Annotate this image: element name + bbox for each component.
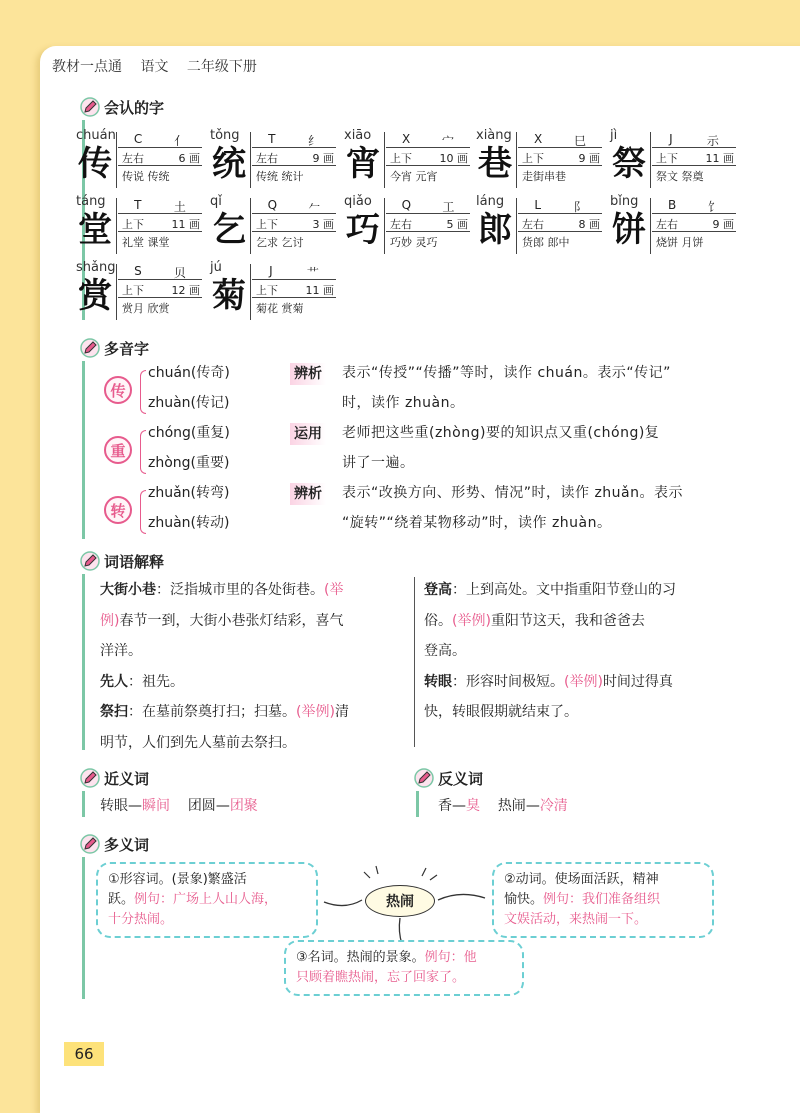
- char-card: [76, 128, 206, 190]
- brace: [140, 430, 146, 474]
- section-words: [80, 550, 164, 572]
- stroke-count: 9 画: [312, 152, 334, 165]
- meaning-1: ①形容词。(景象)繁盛活 跃。例句：广场上人山人海， 十分热闹。: [96, 862, 318, 938]
- card-line: [116, 132, 117, 188]
- poly-tag: 运用: [290, 423, 326, 445]
- section-title: 近义词: [104, 769, 150, 788]
- structure: 上下: [122, 218, 144, 231]
- pinyin: bǐng: [610, 194, 639, 209]
- structure: 上下: [390, 152, 412, 165]
- poly-explain-1: 老师把这些重(zhòng)要的知识点又重(chóng)复: [342, 425, 660, 441]
- section-synonym: [80, 767, 149, 789]
- example-words: 菊花 赏菊: [256, 302, 304, 315]
- poly-char-badge: 转: [104, 496, 132, 524]
- reading-1: chuán(传奇): [148, 365, 230, 381]
- char-card: [344, 194, 474, 256]
- example-text: 文娱活动，来热闹一下。: [504, 912, 648, 927]
- char-card: [210, 128, 340, 190]
- char-info: [652, 132, 736, 184]
- example-words: 今宵 元宵: [390, 170, 438, 183]
- stroke-count: 5 画: [446, 218, 468, 231]
- section-line: [82, 791, 85, 817]
- radical: 巳: [574, 134, 587, 148]
- brace: [140, 370, 146, 414]
- section-line: [82, 574, 85, 750]
- card-line: [650, 132, 651, 188]
- subject: 语文: [140, 59, 169, 75]
- stroke-count: 9 画: [578, 152, 600, 165]
- example-words: 传说 传统: [122, 170, 170, 183]
- def-line: 快，转眼假期就结束了。: [424, 704, 578, 720]
- structure: 左右: [656, 218, 678, 231]
- def-line: 祭扫：在墓前祭奠打扫；扫墓。(举例)清: [100, 704, 349, 720]
- radical: 示: [706, 134, 719, 148]
- poly-explain-1: 表示“传授”“传播”等时，读作 chuán。表示“传记”: [342, 365, 671, 381]
- radical: 阝: [573, 200, 586, 214]
- structure: 上下: [122, 284, 144, 297]
- index-letter: L: [534, 198, 541, 212]
- index-letter: T: [268, 132, 276, 146]
- structure: 左右: [522, 218, 544, 231]
- example-words: 传统 统计: [256, 170, 304, 183]
- section-line: [416, 791, 419, 817]
- poly-tag: 辨析: [290, 483, 326, 505]
- char-card: [210, 260, 340, 322]
- section-title: 词语解释: [104, 552, 165, 571]
- radical: 宀: [442, 134, 455, 148]
- example-words: 走街串巷: [522, 170, 566, 183]
- pencil-icon: [80, 338, 100, 358]
- def-line: 先人：祖先。: [100, 673, 184, 690]
- section-polyphone: [80, 337, 149, 359]
- character: 乞: [212, 210, 246, 250]
- reading-1: zhuǎn(转弯): [148, 485, 230, 501]
- pinyin: xiāo: [344, 128, 372, 143]
- example-words: 货郎 郎中: [522, 236, 570, 249]
- pinyin: shǎng: [76, 260, 116, 275]
- index-letter: J: [269, 264, 273, 278]
- word-defs-right: [424, 575, 744, 728]
- stroke-count: 8 画: [578, 218, 600, 231]
- meaning-2: ②动词。使场面活跃，精神 愉快。例句：我们准备组织 文娱活动，来热闹一下。: [492, 862, 714, 938]
- char-info: [252, 264, 336, 316]
- poly-explain-2: 时，读作 zhuàn。: [342, 395, 465, 411]
- radical: 纟: [307, 134, 320, 148]
- poly-tag: 辨析: [290, 363, 326, 385]
- char-card: [476, 194, 606, 256]
- structure: 左右: [122, 152, 144, 165]
- card-line: [516, 198, 517, 254]
- structure: 左右: [256, 152, 278, 165]
- char-card: [76, 194, 206, 256]
- char-info: [518, 198, 602, 250]
- pinyin: táng: [76, 194, 106, 209]
- def-line: 洋洋。: [100, 643, 142, 659]
- radical: 𠂉: [308, 200, 321, 214]
- character: 巧: [346, 210, 380, 250]
- section-line: [82, 361, 85, 539]
- word-defs-left: [100, 575, 410, 758]
- example-words: 礼堂 课堂: [122, 236, 170, 249]
- section-antonym: [414, 767, 483, 789]
- character: 统: [212, 144, 246, 184]
- poly-explain-1: 表示“改换方向、形势、情况”时，读作 zhuǎn。表示: [342, 485, 684, 501]
- reading-2: zhuàn(转动): [148, 515, 230, 531]
- pencil-icon: [414, 768, 434, 788]
- poly-char-badge: 重: [104, 436, 132, 464]
- stroke-count: 9 画: [712, 218, 734, 231]
- page-header: [52, 56, 271, 76]
- page-number: 66: [64, 1042, 104, 1066]
- char-card: [476, 128, 606, 190]
- char-card: [610, 194, 740, 256]
- pencil-icon: [80, 551, 100, 571]
- example-words: 巧妙 灵巧: [390, 236, 438, 249]
- section-title: 多义词: [104, 835, 150, 854]
- structure: 上下: [656, 152, 678, 165]
- section-recognize: [80, 96, 164, 118]
- pencil-icon: [80, 768, 100, 788]
- reading-2: zhòng(重要): [148, 455, 230, 471]
- char-info: [118, 264, 202, 316]
- card-line: [250, 198, 251, 254]
- character: 赏: [78, 276, 112, 316]
- radical: 艹: [306, 266, 319, 280]
- structure: 上下: [256, 218, 278, 231]
- stroke-count: 11 画: [171, 218, 200, 231]
- character: 祭: [612, 144, 646, 184]
- example-words: 烧饼 月饼: [656, 236, 704, 249]
- stroke-count: 10 画: [439, 152, 468, 165]
- card-line: [384, 198, 385, 254]
- radical: 饣: [708, 200, 721, 214]
- char-info: [386, 198, 470, 250]
- stroke-count: 6 画: [178, 152, 200, 165]
- reading-1: chóng(重复): [148, 425, 230, 441]
- polysemy-center: 热闹: [365, 885, 435, 917]
- def-line: 例)春节一到，大街小巷张灯结彩，喜气: [100, 612, 344, 629]
- example-words: 祭文 祭奠: [656, 170, 704, 183]
- pinyin: qiǎo: [344, 194, 372, 209]
- poly-explain-2: “旋转”“绕着某物移动”时，读作 zhuàn。: [342, 515, 612, 531]
- pinyin: jì: [610, 128, 618, 143]
- pinyin: tǒng: [210, 128, 240, 143]
- char-card: [610, 128, 740, 190]
- structure: 左右: [390, 218, 412, 231]
- index-letter: T: [134, 198, 142, 212]
- structure: 上下: [256, 284, 278, 297]
- section-polysemy: [80, 833, 149, 855]
- index-letter: X: [401, 132, 411, 146]
- example-words: 乞求 乞讨: [256, 236, 304, 249]
- meaning-text: ①形容词。(景象)繁盛活: [108, 872, 247, 887]
- char-info: [252, 198, 336, 250]
- antonym-pairs: 香—臭 热闹—冷清: [438, 798, 568, 814]
- index-letter: X: [533, 132, 543, 146]
- example-text: 十分热闹。: [108, 912, 174, 927]
- brace: [140, 490, 146, 534]
- pinyin: láng: [476, 194, 505, 209]
- section-line: [82, 857, 85, 999]
- character: 郎: [478, 210, 512, 250]
- radical: 工: [442, 200, 455, 214]
- def-line: 登高：上到高处。文中指重阳节登山的习: [424, 582, 676, 598]
- index-letter: Q: [401, 198, 412, 212]
- index-letter: C: [133, 132, 143, 146]
- char-card: [210, 194, 340, 256]
- index-letter: Q: [267, 198, 278, 212]
- radical: 亻: [174, 134, 187, 148]
- def-line: 俗。(举例)重阳节这天，我和爸爸去: [424, 612, 645, 629]
- character: 巷: [478, 144, 512, 184]
- card-line: [116, 264, 117, 320]
- def-line: 明节，人们到先人墓前去祭扫。: [100, 734, 296, 751]
- section-title: 多音字: [104, 339, 150, 358]
- structure: 上下: [522, 152, 544, 165]
- pencil-icon: [80, 834, 100, 854]
- pencil-icon: [80, 97, 100, 117]
- def-line: 转眼：形容时间极短。(举例)时间过得真: [424, 673, 673, 690]
- synonym-pairs: 转眼—瞬间 团圆—团聚: [100, 798, 258, 814]
- card-line: [650, 198, 651, 254]
- stroke-count: 3 画: [312, 218, 334, 231]
- character: 饼: [612, 210, 646, 250]
- character: 菊: [212, 276, 246, 316]
- radical: 贝: [173, 266, 186, 280]
- section-title: 会认的字: [104, 98, 165, 117]
- reading-2: zhuàn(传记): [148, 395, 230, 411]
- poly-char-badge: 传: [104, 376, 132, 404]
- char-info: [518, 132, 602, 184]
- card-line: [384, 132, 385, 188]
- stroke-count: 11 画: [705, 152, 734, 165]
- pinyin: xiàng: [476, 128, 512, 143]
- char-info: [386, 132, 470, 184]
- stroke-count: 11 画: [305, 284, 334, 297]
- book-title: 教材一点通: [52, 59, 122, 75]
- def-line: 大街小巷：泛指城市里的各处街巷。(举: [100, 582, 344, 598]
- stroke-count: 12 画: [171, 284, 200, 297]
- example-words: 赏月 欣赏: [122, 302, 170, 315]
- pinyin: chuán: [76, 128, 116, 143]
- card-line: [116, 198, 117, 254]
- grade: 二年级下册: [186, 59, 257, 75]
- poly-explain-2: 讲了一遍。: [342, 455, 415, 471]
- index-letter: S: [134, 264, 142, 278]
- card-line: [250, 264, 251, 320]
- character: 堂: [78, 210, 112, 250]
- char-info: [118, 198, 202, 250]
- card-line: [516, 132, 517, 188]
- card-line: [250, 132, 251, 188]
- index-letter: J: [669, 132, 673, 146]
- character: 传: [78, 144, 112, 184]
- def-line: 登高。: [424, 643, 466, 659]
- pinyin: jú: [210, 260, 222, 275]
- char-info: [118, 132, 202, 184]
- pinyin: qǐ: [210, 194, 222, 209]
- char-card: [344, 128, 474, 190]
- section-title: 反义词: [438, 769, 484, 788]
- character: 宵: [346, 144, 380, 184]
- radical: 土: [173, 200, 186, 214]
- char-card: [76, 260, 206, 322]
- divider: [414, 577, 415, 747]
- example-text: 只顾着瞧热闹，忘了回家了。: [296, 970, 466, 985]
- char-info: [252, 132, 336, 184]
- meaning-3: ③名词。热闹的景象。例句：他 只顾着瞧热闹，忘了回家了。: [284, 940, 524, 996]
- char-info: [652, 198, 736, 250]
- meaning-text: ②动词。使场面活跃，精神: [504, 872, 659, 887]
- index-letter: B: [667, 198, 677, 212]
